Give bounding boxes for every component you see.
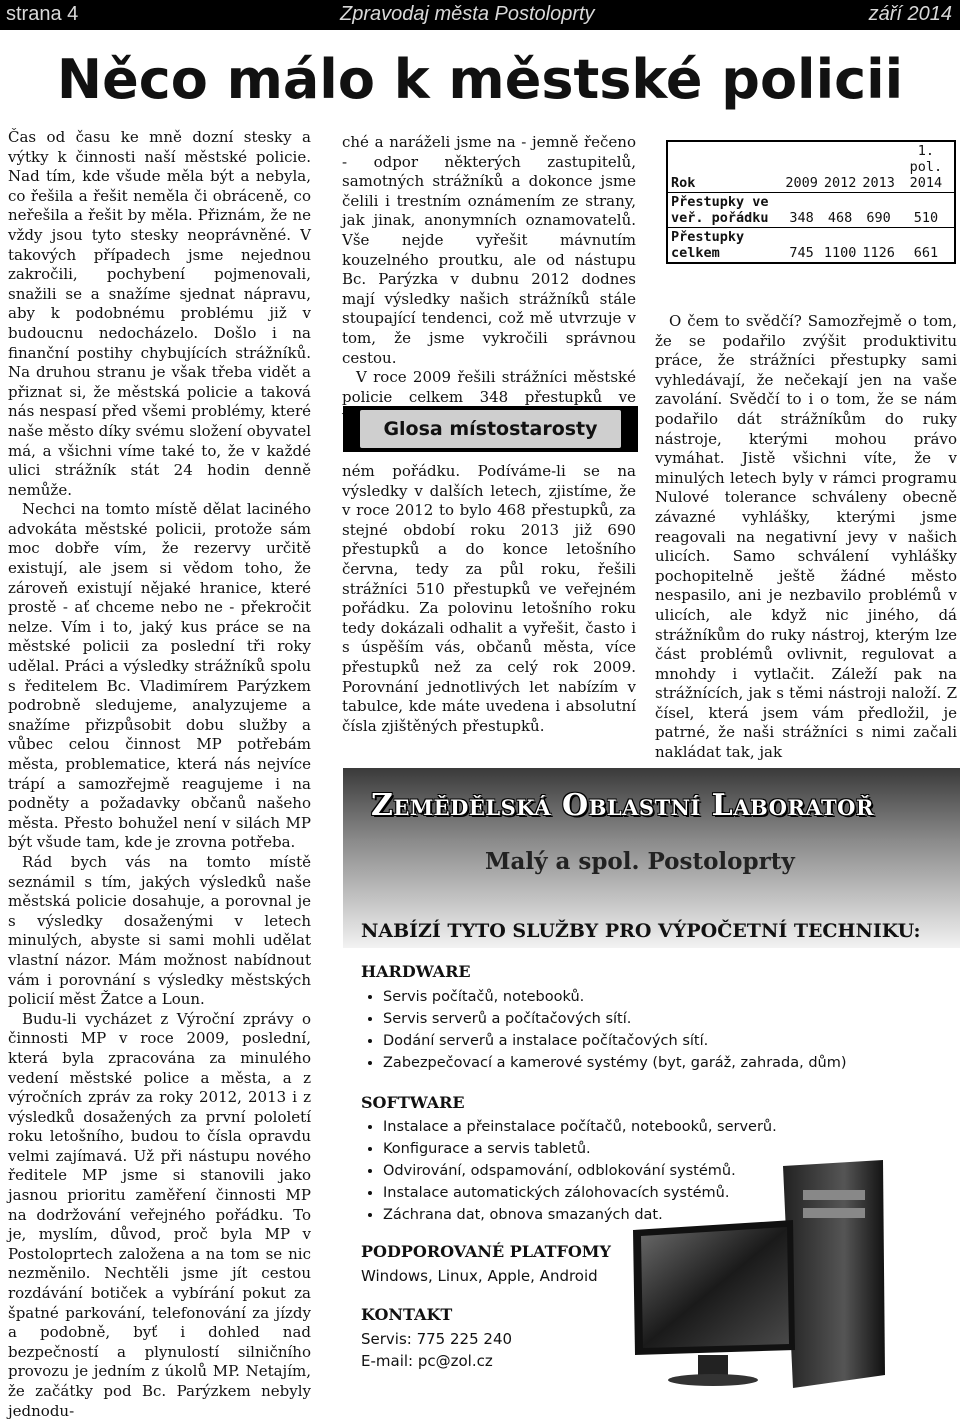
drive-bay <box>803 1208 865 1218</box>
hardware-heading: HARDWARE <box>361 962 471 981</box>
page-header <box>0 0 960 30</box>
list-item: • Odvirování, odspamování, odblokování systémů. <box>383 1160 777 1182</box>
list-item: • Záchrana dat, obnova smazaných dat. <box>383 1204 777 1226</box>
list-item: • Instalace automatických zálohovacích systémů. <box>383 1182 777 1204</box>
contact-heading: KONTAKT <box>361 1305 453 1324</box>
list-item: • Zabezpečovací a kamerové systémy (byt, garáž, zahrada, dům) <box>383 1052 847 1074</box>
platforms-heading: PODPOROVANÉ PLATFOMY <box>361 1242 611 1261</box>
hardware-list <box>361 986 847 1074</box>
monitor-base <box>668 1374 758 1386</box>
platforms-text: Windows, Linux, Apple, Android <box>361 1267 598 1285</box>
table-cell: 510 <box>898 193 955 228</box>
monitor-screen <box>641 1227 789 1348</box>
drive-bay <box>803 1190 865 1200</box>
monitor-stand <box>698 1355 728 1375</box>
table-cell: 690 <box>859 193 898 228</box>
table-cell: 348 <box>782 193 821 228</box>
paragraph: Budu-li vycházet z Výroční zprávy o činnosti MP v roce 2009, poslední, která byla zpracována za minulého vedení městské police a města, a z výročních zpráv za roky 2012, 2013 i z výsledků dosažených za první pololetí roku letošního, budou to čísla opravdu velmi zajímavá. Už při nástupu nového ředitele MP jsme si stanovili jako jasnou prioritu zaměření činnosti MP na dodržování veřejného pořádku. To je, myslím, důvod, proč byla MP v Postoloprtech založena a na tom se nic nezměnilo. Nechtěli jsme jít cestou rozdávání botiček a vybírání pokut za špatné parkování, telefonování za jízdy a podobně, byť i dohled nad bezpečností a plynulostí silničního provozu je jedním z úkolů MP. Netajím, že začátky pod Bc. Parýzkem nebyly jednodu- <box>8 1009 311 1420</box>
ad-company-name: Zemědělská Oblastní Laboratoř <box>371 788 874 823</box>
table-row <box>667 228 955 264</box>
table-cell: 745 <box>782 228 821 264</box>
table-cell: 1100 <box>821 228 860 264</box>
table-header-cell: 1. pol. 2014 <box>909 143 943 191</box>
table-header-row <box>667 141 955 193</box>
article-column-2-bottom <box>342 462 636 736</box>
glosa-label: Glosa místostarosty <box>360 410 621 448</box>
table-header-cell: 2012 <box>823 175 857 191</box>
paragraph: Čas od času ke mně dozní stesky a výtky k činnosti naší městské policie. Nad tím, kde všude měla být a nebyla, co řešila a řešit neměla či obráceně, co neřešila a řešit by měla. Přiznám, že ne vždy jsou tyto stesky neoprávněné. V takových případech jsme nejednou zakročili, pochybení pojmenovali, snažili se a snažíme sjednat nápravu, aby k podobnému problému již v budoucnu nedocházelo. Došlo i na finanční postihy chybujících strážníků. Na druhou stranu je však třeba vidět a přiznat si, že městská policie a taková nás nespasí před všemi problémy, které naše město díky svému složení obyvatel má, a všichni víme také to, že v každé ulici strážník stát 24 hodin denně nemůže. <box>8 128 311 499</box>
list-item: • Instalace a přeinstalace počítačů, notebooků, serverů. <box>383 1116 777 1138</box>
table-header-cell: Rok <box>671 175 696 191</box>
advertisement <box>343 768 960 1388</box>
list-item: • Servis serverů a počítačových sítí. <box>383 1008 847 1030</box>
table-row <box>667 193 955 228</box>
glosa-banner <box>343 406 638 452</box>
list-item: • Konfigurace a servis tabletů. <box>383 1138 777 1160</box>
contact-email: E-mail: pc@zol.cz <box>361 1352 493 1370</box>
paragraph: ném pořádku. Podíváme-li se na výsledky v dalších letech, zjistíme, že v roce 2012 to bylo 468 přestupků, za stejné období roku 2013 již 690 přestupků a do konce letošního června, tedy za půl roku, řešili strážníci 510 přestupků ve veřejném pořádku. Za polovinu letošního roku tedy dokázali odhalit a vyřešit, často i s úspěším vás, občanů města, více přestupků než za celý rok 2009. Porovnání jednotlivých let nabízím v tabulce, kde máte uvedena i absolutní čísla zjištěných přestupků. <box>342 462 636 735</box>
offences-table <box>666 140 956 264</box>
list-item: • Servis počítačů, notebooků. <box>383 986 847 1008</box>
row-label: Přestupky celkem <box>667 228 782 264</box>
row-label: Přestupky ve veř. pořádku <box>667 193 782 228</box>
ad-subtitle: Malý a spol. Postoloprty <box>485 848 795 875</box>
table-header-cell: 2009 <box>785 175 818 191</box>
publication-name: Zpravodaj města Postoloprty <box>340 3 595 25</box>
paragraph: Rád bych vás na tomto místě seznámil s tím, jakých výsledků naše městská policie dosahuje, a porovnal je s výsledky dosaženými v letech minulých, abyste si sami mohli udělat vlastní názor. Mám možnost nabídnout vám i porovnání s výsledky městských policií měst Žatce a Loun. <box>8 852 311 1009</box>
article-title: Něco málo k městské policii <box>56 48 904 111</box>
list-item: • Dodání serverů a instalace počítačových sítí. <box>383 1030 847 1052</box>
ad-offer-heading: NABÍZÍ TYTO SLUŽBY PRO VÝPOČETNÍ TECHNIKU: <box>361 920 921 942</box>
contact-phone: Servis: 775 225 240 <box>361 1330 513 1348</box>
table-cell: 468 <box>821 193 860 228</box>
paragraph: ché a naráželi jsme na - jemně řečeno - odpor některých zastupitelů, samotných strážníků a dokonce jsme čelili i trestním oznámením ze strany, jak jinak, anonymních oznamovatelů. Vše nejde vyřešit mávnutím kouzelného proutku, ale od nástupu Bc. Parýzka v dubnu 2012 dodnes mají výsledky našich strážníků stále stoupající tendenci, což mě utvrzuje v tom, že jsme vykročili správnou cestou. <box>342 133 636 367</box>
paragraph: Nechci na tomto místě dělat laciného advokáta městské policii, protože sám moc dobře vím, že rezervy určitě existují, ale jsem si vědom toho, že zároveň existují nějaké hranice, které prostě - ať chceme nebo ne - překročit nelze. Vím i to, jaký kus práce se na městské policii za poslední tři roky udělal. Práci a výsledky strážníků spolu s ředitelem Bc. Vladimírem Parýzkem podrobně sledujeme, analyzujeme a snažíme přizpůsobit dobu služby a vůbec celou činnost MP potřebám města, problematice, která nás nejvíce trápí a samozřejmě reagujeme i na podněty a požadavky občanů našeho města. Přesto bohužel není v silách MP být všude tam, kde je zrovna potřeba. <box>8 500 311 852</box>
article-column-3 <box>655 312 957 763</box>
table-header-cell: 2013 <box>862 175 895 191</box>
article-column-1 <box>8 128 311 1421</box>
computer-illustration <box>623 1160 943 1390</box>
issue-date: září 2014 <box>868 3 952 25</box>
table-cell: 1126 <box>859 228 898 264</box>
article-column-2-top <box>342 133 636 427</box>
software-heading: SOFTWARE <box>361 1093 465 1112</box>
paragraph: V roce 2009 řešili strážníci městské policie celkem 348 přestupků ve <box>342 368 636 406</box>
paragraph: O čem to svědčí? Samozřejmě o tom, že se podařilo zvýšit produktivitu práce, že strážníci přestupky sami vyhledávají, že nečekají jen na vaše zavolání. Svědčí to i o tom, že se nám podařilo dát strážníkům do ruky nástroje, kterými mohou právo vymáhat. Jistě všichni víte, že v minulých letech byly v rámci programu Nulové tolerance schváleny obecně závazné vyhlášky, kterými jsme reagovali na negativní jevy v našich ulicích. Samo schválení vyhlášky pochopitelně ještě žádné město nespasilo, ani je nezbavilo problémů v ulicích, ale když nic jiného, dá strážníkům do ruky nástroj, kterým lze část problémů ovlivnit, regulovat a mnohdy i vytlačit. Záleží pak na strážnících, jak s těmi nástroji naloží. Z čísel, která jsem vám předložil, je patrné, že naši strážníci s nimi začali nakládat tak, jak <box>655 312 957 762</box>
page-number: strana 4 <box>6 3 79 25</box>
table-cell: 661 <box>898 228 955 264</box>
